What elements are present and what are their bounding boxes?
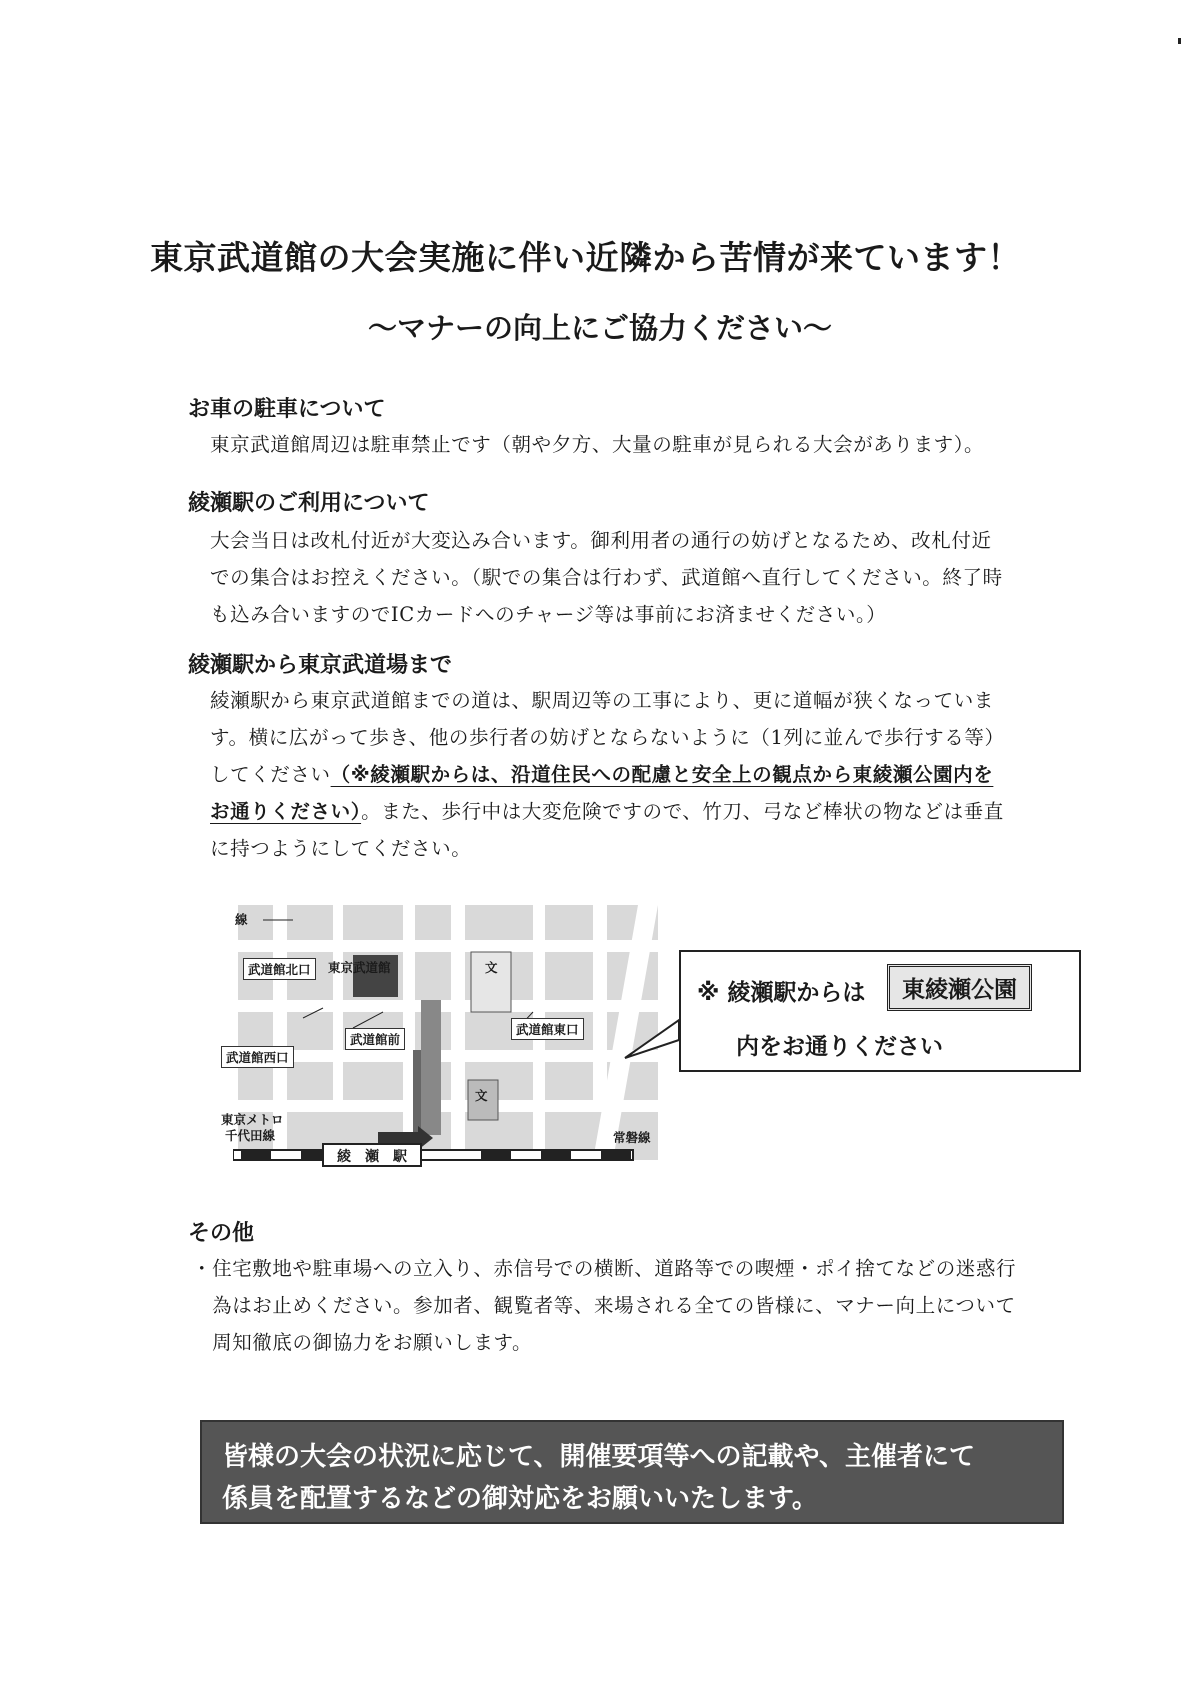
route-map bbox=[221, 900, 1133, 1180]
callout-suffix: 内をお通りください bbox=[736, 1034, 943, 1060]
callout-prefix: ※ 綾瀬駅からは bbox=[697, 980, 866, 1006]
map-label-line-mark: 線 bbox=[235, 912, 248, 927]
banner-line-2: 係員を配置するなどの御対応をお願いいたします。 bbox=[222, 1484, 818, 1514]
route-park-instruction-part1: （※綾瀬駅からは、沿道住民への配慮と安全上の観点から東綾瀬公園内を bbox=[330, 763, 994, 786]
map-label-metro: 東京メトロ bbox=[221, 1112, 284, 1127]
station-use-line-3: も込み合いますのでICカードへのチャージ等は事前にお済ませください。） bbox=[210, 603, 887, 626]
other-line-3: 周知徹底の御協力をお願いします。 bbox=[192, 1331, 533, 1354]
page-subtitle: 〜マナーの向上にご協力ください〜 bbox=[367, 311, 832, 345]
scan-mark bbox=[1178, 38, 1181, 44]
banner-line-1: 皆様の大会の状況に応じて、開催要項等への記載や、主催者にて bbox=[222, 1442, 975, 1472]
route-line-5: に持つようにしてください。 bbox=[210, 837, 472, 860]
map-label-school-2: 文 bbox=[475, 1088, 488, 1103]
map-label-budokan: 東京武道館 bbox=[328, 960, 391, 975]
section-body-other bbox=[192, 1250, 1072, 1361]
section-body-route bbox=[210, 682, 1090, 867]
other-line-1: ・住宅敷地や駐車場への立入り、赤信号での横断、道路等での喫煙・ポイ捨てなどの迷惑行 bbox=[192, 1257, 1017, 1280]
map-label-west-exit: 武道館西口 bbox=[221, 1046, 294, 1068]
section-heading-station-use: 綾瀬駅のご利用について bbox=[188, 491, 430, 516]
map-label-budokan-mae: 武道館前 bbox=[345, 1028, 405, 1050]
route-line-3 bbox=[210, 756, 1090, 793]
map-label-ayase-station: 綾 瀬 駅 bbox=[337, 1149, 407, 1165]
page-title: 東京武道館の大会実施に伴い近隣から苦情が来ています！ bbox=[150, 238, 1021, 277]
map-label-east-exit: 武道館東口 bbox=[511, 1018, 584, 1040]
section-heading-parking: お車の駐車について bbox=[188, 397, 386, 422]
route-park-instruction-part2: お通りください） bbox=[210, 800, 362, 823]
map-label-joban-line: 常磐線 bbox=[613, 1130, 651, 1145]
station-use-line-2: での集合はお控えください。（駅での集合は行わず、武道館へ直行してください。終了時 bbox=[210, 566, 1003, 589]
map-label-chiyoda-line: 千代田線 bbox=[225, 1128, 276, 1143]
map-label-north-exit: 武道館北口 bbox=[243, 958, 316, 980]
closing-banner bbox=[200, 1420, 1064, 1524]
map-label-school: 文 bbox=[485, 960, 498, 975]
route-line-4 bbox=[210, 793, 1090, 830]
route-line-3-prefix: してください bbox=[210, 763, 331, 786]
route-line-1: 綾瀬駅から東京武道館までの道は、駅周辺等の工事により、更に道幅が狭くなっていま bbox=[210, 689, 994, 712]
route-line-2: す。横に広がって歩き、他の歩行者の妨げとならないように（1列に並んで歩行する等） bbox=[210, 726, 1005, 749]
section-body-parking bbox=[210, 426, 1090, 463]
section-heading-other: その他 bbox=[188, 1221, 255, 1246]
section-body-station-use bbox=[210, 522, 1090, 633]
parking-line-1: 東京武道館周辺は駐車禁止です（朝や夕方、大量の駐車が見られる大会があります）。 bbox=[210, 433, 985, 456]
other-line-2: 為はお止めください。参加者、観覧者等、来場される全ての皆様に、マナー向上について bbox=[192, 1294, 1016, 1317]
map-callout bbox=[679, 950, 1081, 1072]
callout-park-name: 東綾瀬公園 bbox=[887, 964, 1032, 1011]
station-use-line-1: 大会当日は改札付近が大変込み合います。御利用者の通行の妨げとなるため、改札付近 bbox=[210, 529, 992, 552]
route-line-4-rest: 。また、歩行中は大変危険ですので、竹刀、弓など棒状の物などは垂直 bbox=[361, 800, 1004, 823]
section-heading-route: 綾瀬駅から東京武道場まで bbox=[188, 653, 453, 678]
